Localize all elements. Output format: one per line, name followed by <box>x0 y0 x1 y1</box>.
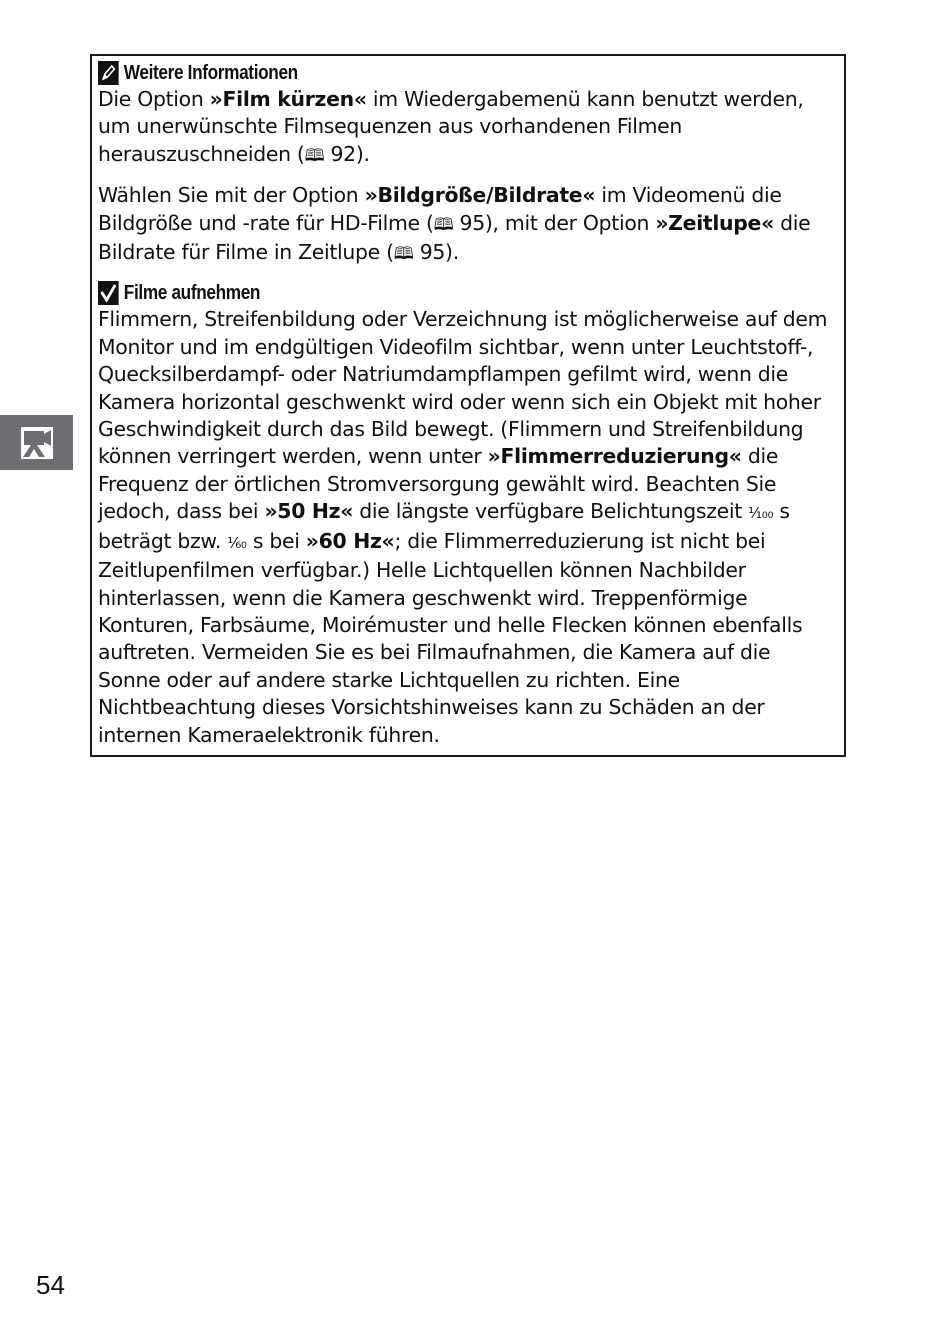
book-ref-icon: 🕮 <box>433 214 454 235</box>
info-note-heading <box>98 60 733 86</box>
info-paragraph-1: Die Option »Film kürzen« im Wiedergabemenü kann benutzt werden, um unerwünschte Filmsequenzen aus vorhandenen Filmen herauszuschneiden (🕮 92). <box>98 87 804 166</box>
fraction-1-60: ¹⁄₆₀ <box>227 533 247 552</box>
notes-box <box>90 54 846 757</box>
caution-note-title: Filme aufnehmen <box>123 282 261 305</box>
caution-paragraph: Flimmern, Streifenbildung oder Verzeichnung ist möglicherweise auf dem Monitor und im endgültigen Videofilm sichtbar, wenn unter Leuchtstoff-, Quecksilberdampf- oder Natriumdampflampen gefilmt wird, wenn die Kamera horizontal geschwenkt wird oder wenn sich ein Objekt mit hoher Geschwindigkeit durch das Bild bewegt. (Flimmern und Streifenbildung können verringert werden, wenn unter »Flimmerreduzierung« die Frequenz der örtlichen Stromversorgung gewählt wird. Beachten Sie jedoch, dass bei »50 Hz« die längste verfügbare Belichtungszeit ¹⁄₁₀₀ s beträgt bzw. ¹⁄₆₀ s bei »60 Hz«; die Flimmerreduzierung ist nicht bei Zeitlupenfilmen verfügbar.) Helle Lichtquellen können Nachbilder hinterlassen, wenn die Kamera geschwenkt wird. Treppenförmige Konturen, Farbsäume, Moirémuster und helle Flecken können ebenfalls auftreten. Vermeiden Sie es bei Filmaufnahmen, die Kamera auf die Sonne oder auf andere starke Lichtquellen zu richten. Eine Nichtbeachtung dieses Vorsichtshinweises kann zu Schäden an der internen Kameraelektronik führen. <box>98 307 828 747</box>
info-paragraph-2: Wählen Sie mit der Option »Bildgröße/Bildrate« im Videomenü die Bildgröße und -rate für HD-Filme (🕮 95), mit der Option »Zeitlupe« die Bildrate für Filme in Zeitlupe (🕮 95). <box>98 183 811 265</box>
movie-section-tab <box>0 415 73 470</box>
checkmark-icon <box>98 281 119 305</box>
book-ref-icon: 🕮 <box>304 145 325 166</box>
caution-note-heading <box>98 280 733 306</box>
movie-camera-icon <box>19 425 55 461</box>
page-number: 54 <box>36 1270 65 1300</box>
book-ref-icon: 🕮 <box>393 244 414 265</box>
fraction-1-100: ¹⁄₁₀₀ <box>748 504 774 523</box>
pencil-icon <box>98 61 119 85</box>
info-note-title: Weitere Informationen <box>123 62 298 84</box>
